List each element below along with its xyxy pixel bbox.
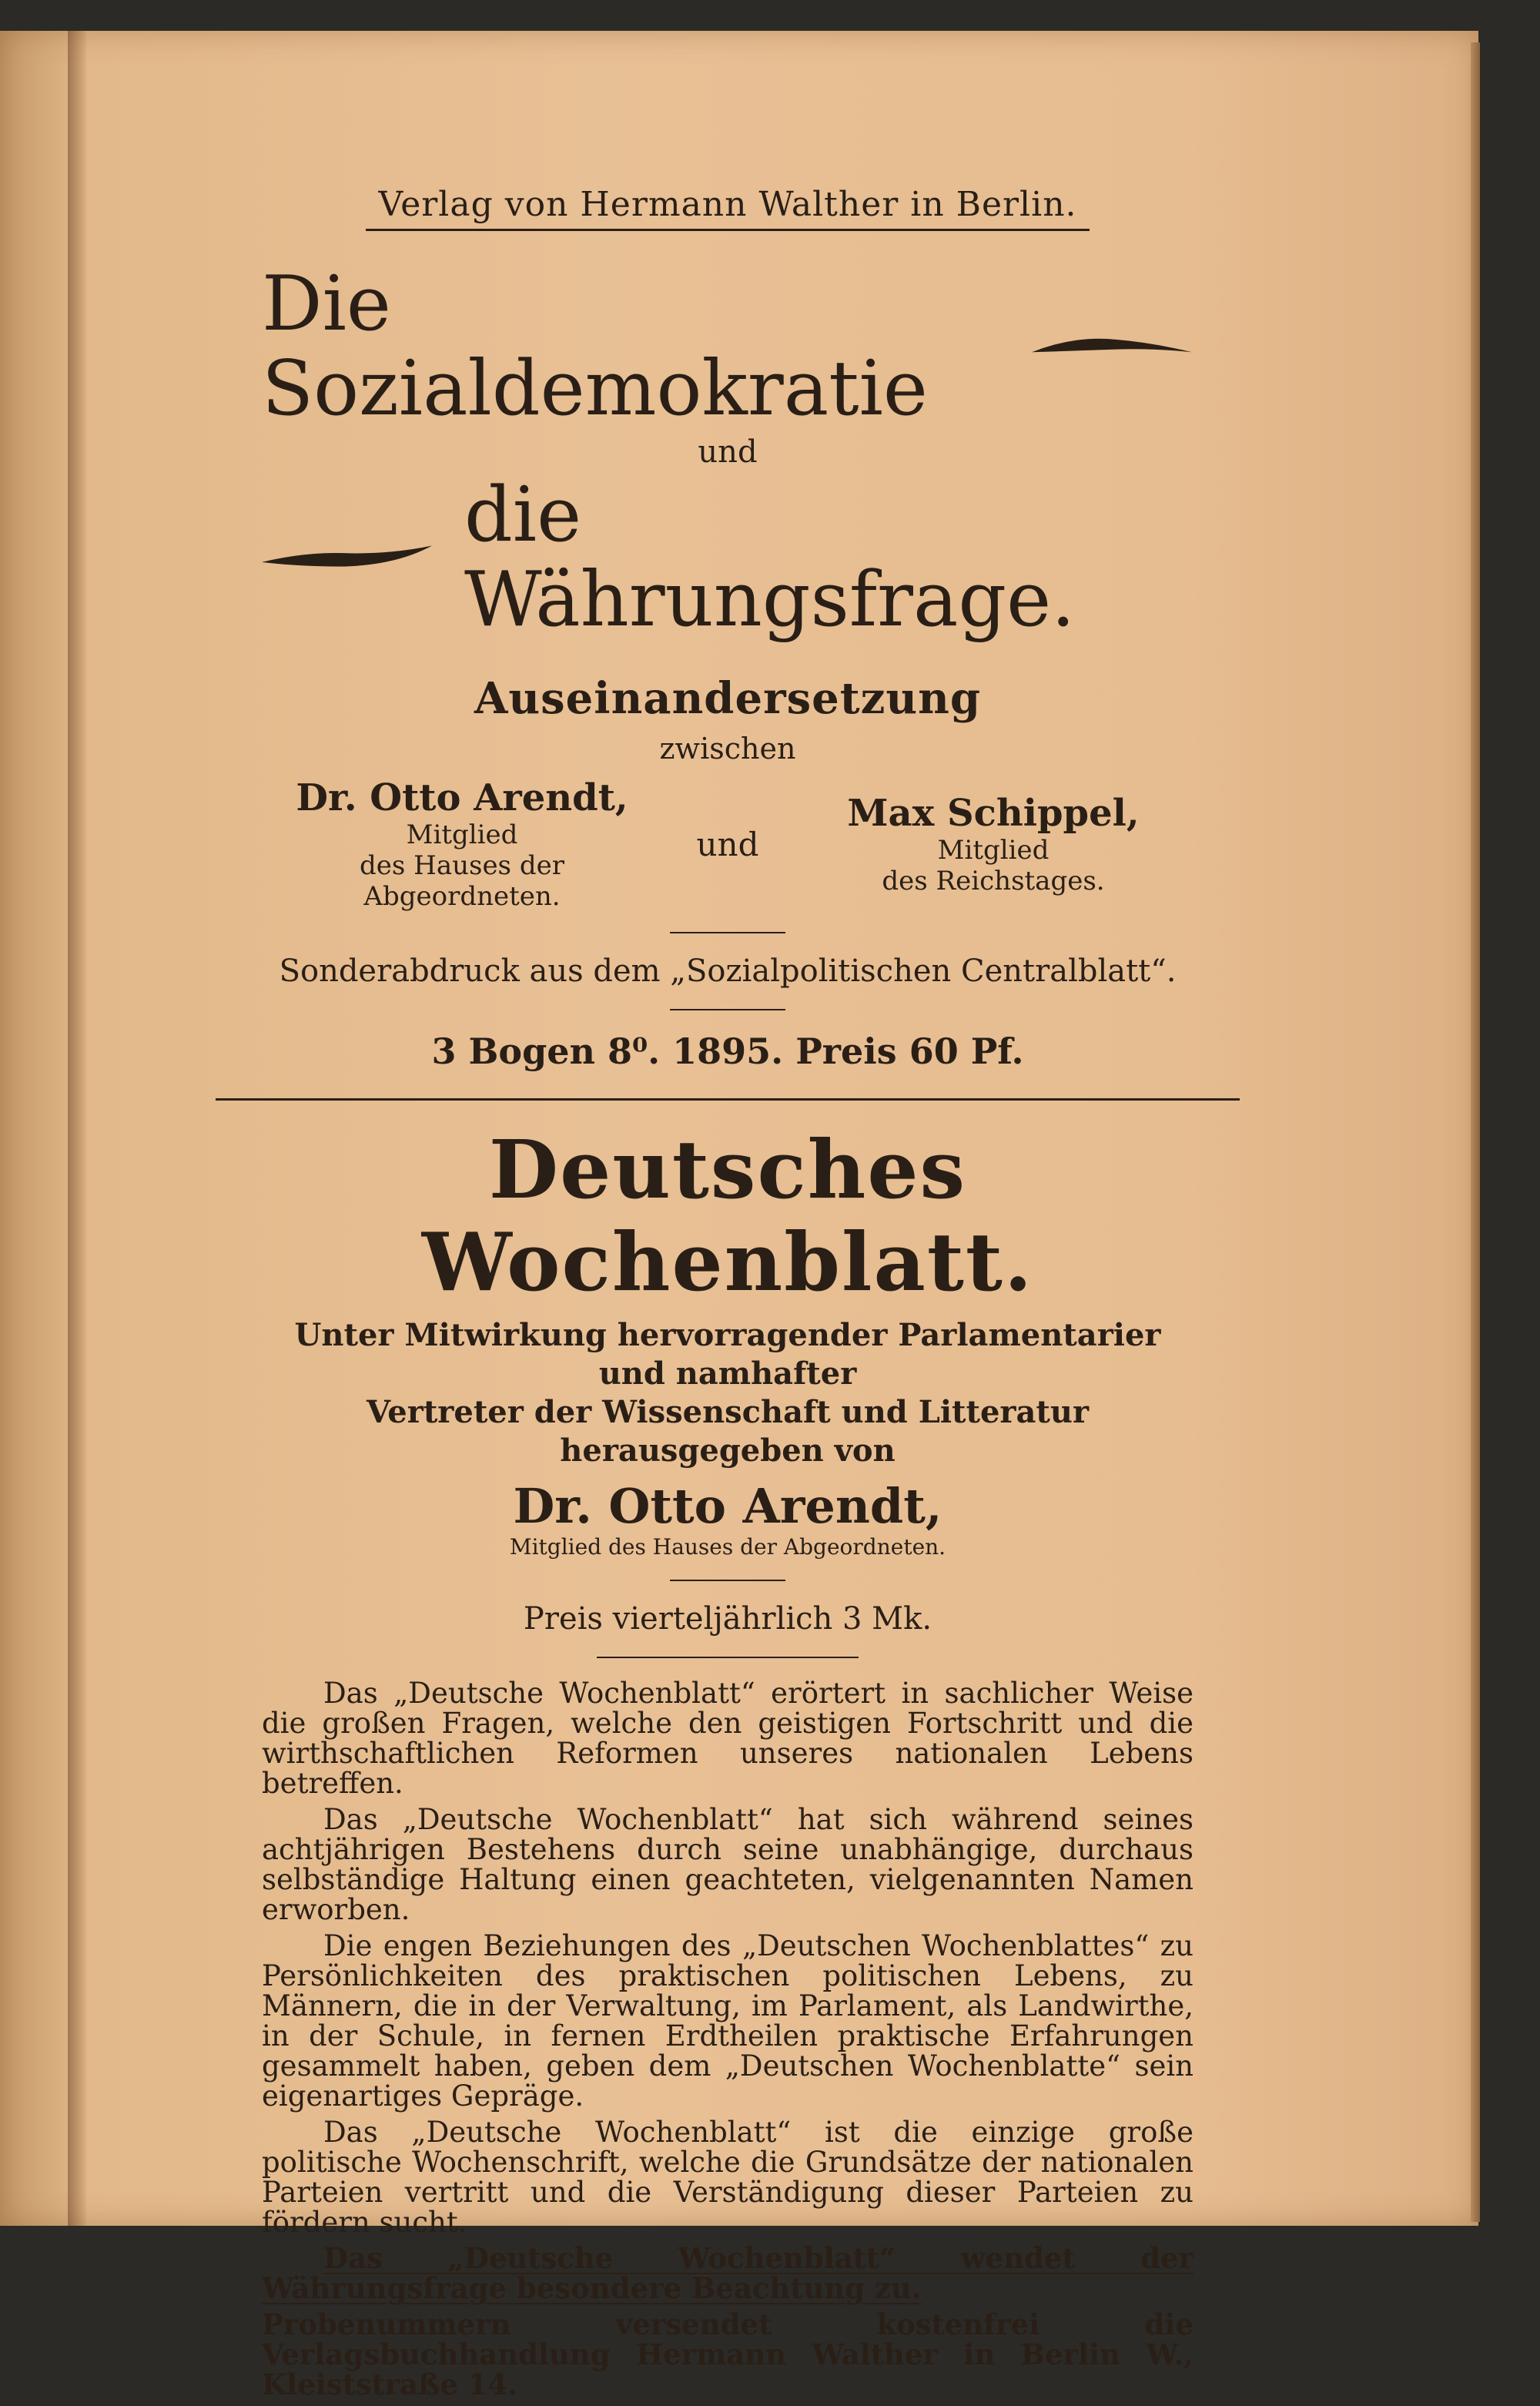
weekly-paragraph: Die engen Beziehungen des „Deutschen Wochenblattes“ zu Persönlichkeiten des praktischen politischen Lebens, zu Männern, die in der Verwaltung, im Parlament, als Landwirthe, in der Schule, in fernen Erdtheilen praktische Erfahrungen gesammelt haben, geben dem „Deutschen Wochenblatte“ sein eigenartiges Gepräge.	[262, 1929, 1194, 2113]
weekly-sample-note: Probenummern versendet kostenfrei die Verlagsbuchhandlung Hermann Walther in Berlin W., Kleiststraße 14.	[262, 2307, 1194, 2401]
weekly-paragraph: Das „Deutsche Wochenblatt“ ist die einzige große politische Wochenschrift, welche die Grundsätze der nationalen Parteien vertritt und die Verständigung dieser Parteien zu fördern sucht.	[262, 2116, 1194, 2239]
weekly-contributors	[262, 1316, 1194, 1470]
weekly-paragraph: Das „Deutsche Wochenblatt“ erörtert in sachlicher Weise die großen Fragen, welche den geistigen Fortschritt und die wirthschaftlichen Reformen unseres nationalen Lebens betreffen.	[262, 1677, 1194, 1800]
weekly-paragraph: Das „Deutsche Wochenblatt“ hat sich während seines achtjährigen Bestehens durch seine unabhängige, durchaus selbständige Haltung einen geachteten, vielgenannten Namen erworben.	[262, 1803, 1194, 1926]
weekly-contributors-line1: Unter Mitwirkung hervorragender Parlamentarier und namhafter	[294, 1317, 1161, 1392]
book-title-part2: die Währungsfrage.	[464, 471, 1076, 644]
authors-block	[262, 776, 1194, 912]
weekly-contributors-line2: Vertreter der Wissenschaft und Litteratur herausgegeben von	[366, 1394, 1090, 1469]
divider-short	[670, 932, 785, 933]
book-title-line2	[262, 473, 1194, 642]
divider-short	[670, 1580, 785, 1581]
book-title-connector: und	[698, 434, 758, 470]
book-title-part1: Die Sozialdemokratie	[262, 260, 928, 433]
section-divider	[216, 1098, 1240, 1101]
book-subtitle: Auseinandersetzung	[474, 673, 981, 724]
author-left-body: des Hauses der Abgeordneten.	[360, 850, 564, 912]
page-edge	[1471, 42, 1480, 2222]
author-left-name: Dr. Otto Arendt,	[296, 776, 628, 819]
book-title-line1	[262, 262, 1194, 431]
advertisement-content	[262, 154, 1194, 2406]
swoosh-ornament-right-icon	[1032, 331, 1194, 362]
author-right-role: Mitglied	[937, 835, 1050, 866]
publisher-line: Verlag von Hermann Walther in Berlin.	[366, 185, 1090, 231]
author-right-body: des Reichstages.	[882, 866, 1105, 896]
divider-short	[597, 1657, 859, 1658]
weekly-editor: Dr. Otto Arendt,	[513, 1478, 942, 1534]
reprint-note: Sonderabdruck aus dem „Sozialpolitischen Centralblatt“.	[279, 953, 1177, 989]
author-connector: und	[696, 825, 759, 863]
book-price-line: 3 Bogen 8⁰. 1895. Preis 60 Pf.	[431, 1030, 1024, 1072]
author-right-name: Max Schippel,	[847, 792, 1140, 835]
author-right	[793, 792, 1194, 896]
book-between: zwischen	[659, 732, 796, 766]
author-left	[262, 776, 662, 912]
divider-short	[670, 1009, 785, 1010]
weekly-emphasis: Das „Deutsche Wochenblatt“ wendet der Währungsfrage besondere Beachtung zu.	[262, 2241, 1194, 2305]
page-gutter-shadow	[68, 31, 86, 2226]
weekly-title: Deutsches Wochenblatt.	[421, 1122, 1034, 1309]
swoosh-ornament-left-icon	[262, 542, 434, 573]
weekly-price: Preis vierteljährlich 3 Mk.	[523, 1601, 932, 1637]
author-left-role: Mitglied	[406, 819, 518, 850]
weekly-editor-role: Mitglied des Hauses der Abgeordneten.	[509, 1534, 946, 1560]
